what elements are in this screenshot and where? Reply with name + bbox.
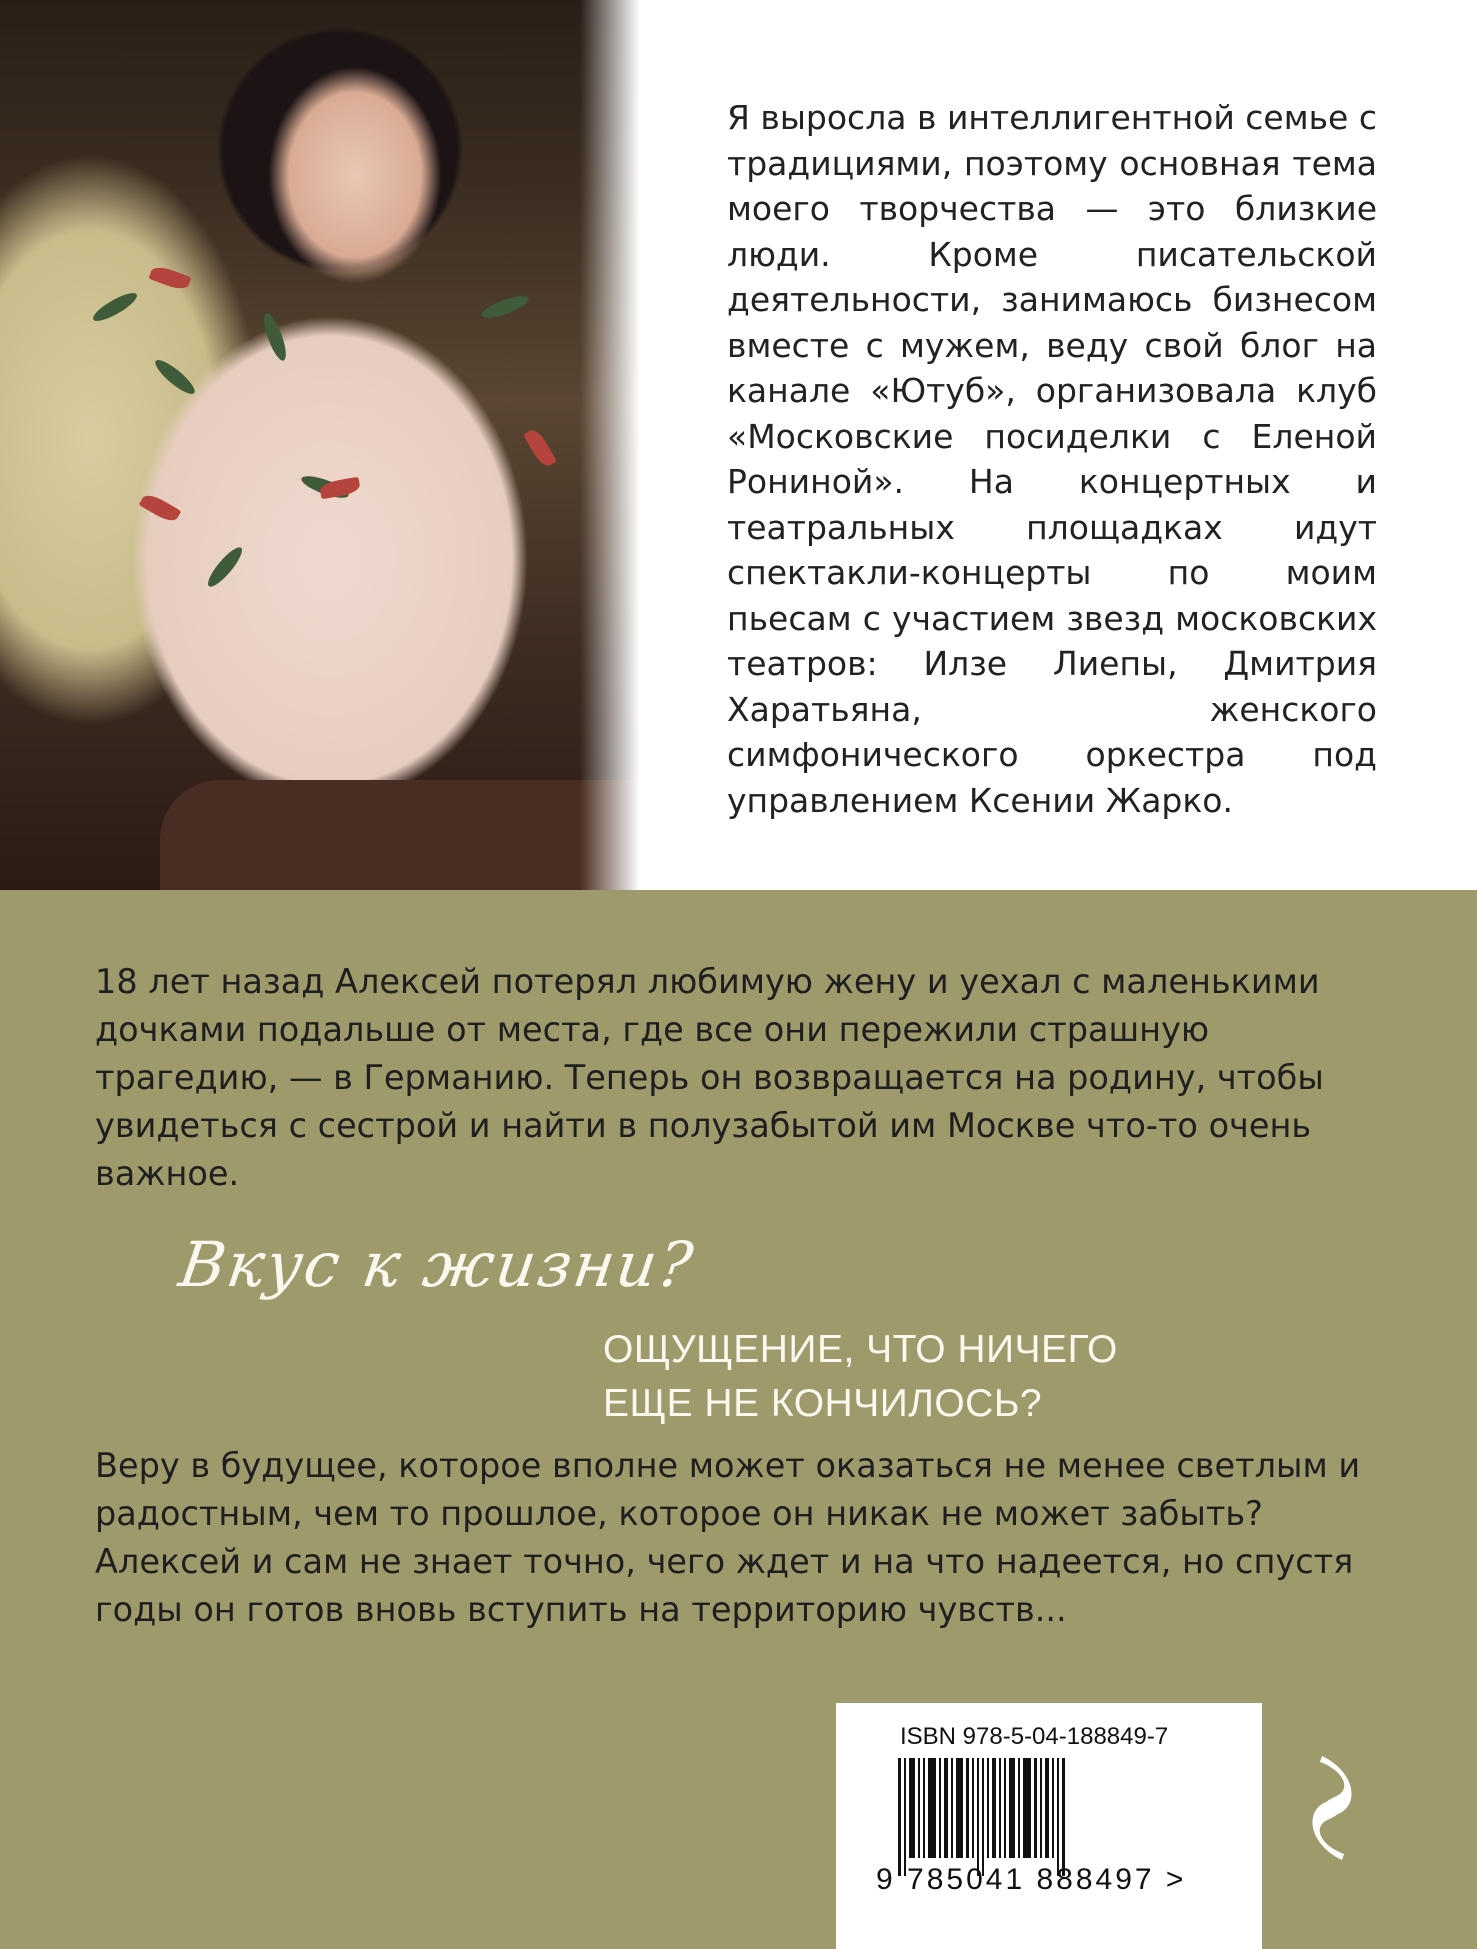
top-section [0,0,1477,890]
author-bio [727,95,1377,823]
tagline [603,1323,1118,1431]
author-bio-text: Я выросла в интеллигентной семье с традициями, поэтому основная тема моего творчества — это близкие люди. Кроме писательской деятельности, занимаюсь бизнесом вместе с мужем, веду свой блог на канале «Ютуб», организовала клуб «Московские посиделки с Еленой Рониной». На концертных и театральных площадках идут спектакли-концерты по моим пьесам с участием звезд московских театров: Илзе Лиепы, Дмитрия Харатьяна, женского симфонического оркестра под управлением Ксении Жарко. [727,98,1377,820]
script-heading: Вкус к жизни? [174,1228,700,1301]
author-photo [0,0,640,890]
tagline-line-1: ОЩУЩЕНИЕ, ЧТО НИЧЕГО [603,1328,1118,1371]
eksmo-logo-icon [1302,1750,1362,1866]
tagline-line-2: ЕЩЕ НЕ КОНЧИЛОСЬ? [603,1382,1043,1425]
isbn-label: ISBN 978-5-04-188849-7 [900,1723,1169,1750]
barcode-bars [898,1758,1148,1864]
synopsis-paragraph-2: Веру в будущее, которое вполне может оказаться не менее светлым и радостным, чем то прошлое, которое он никак не может забыть? Алексей и сам не знает точно, чего ждет и на что надеется, но спустя годы он готов вновь вступить на территорию чувств... [95,1446,1361,1629]
barcode-digits: 9 785041 888497 > [876,1863,1187,1896]
barcode-box [836,1703,1262,1949]
synopsis-paragraph-1: 18 лет назад Алексей потерял любимую жену и уехал с маленькими дочками подальше от места, где все они пережили страшную трагедию, — в Германию. Теперь он возвращается на родину, чтобы увидеться с сестрой и найти в полузабытой им Москве что-то очень важное. [95,962,1324,1193]
